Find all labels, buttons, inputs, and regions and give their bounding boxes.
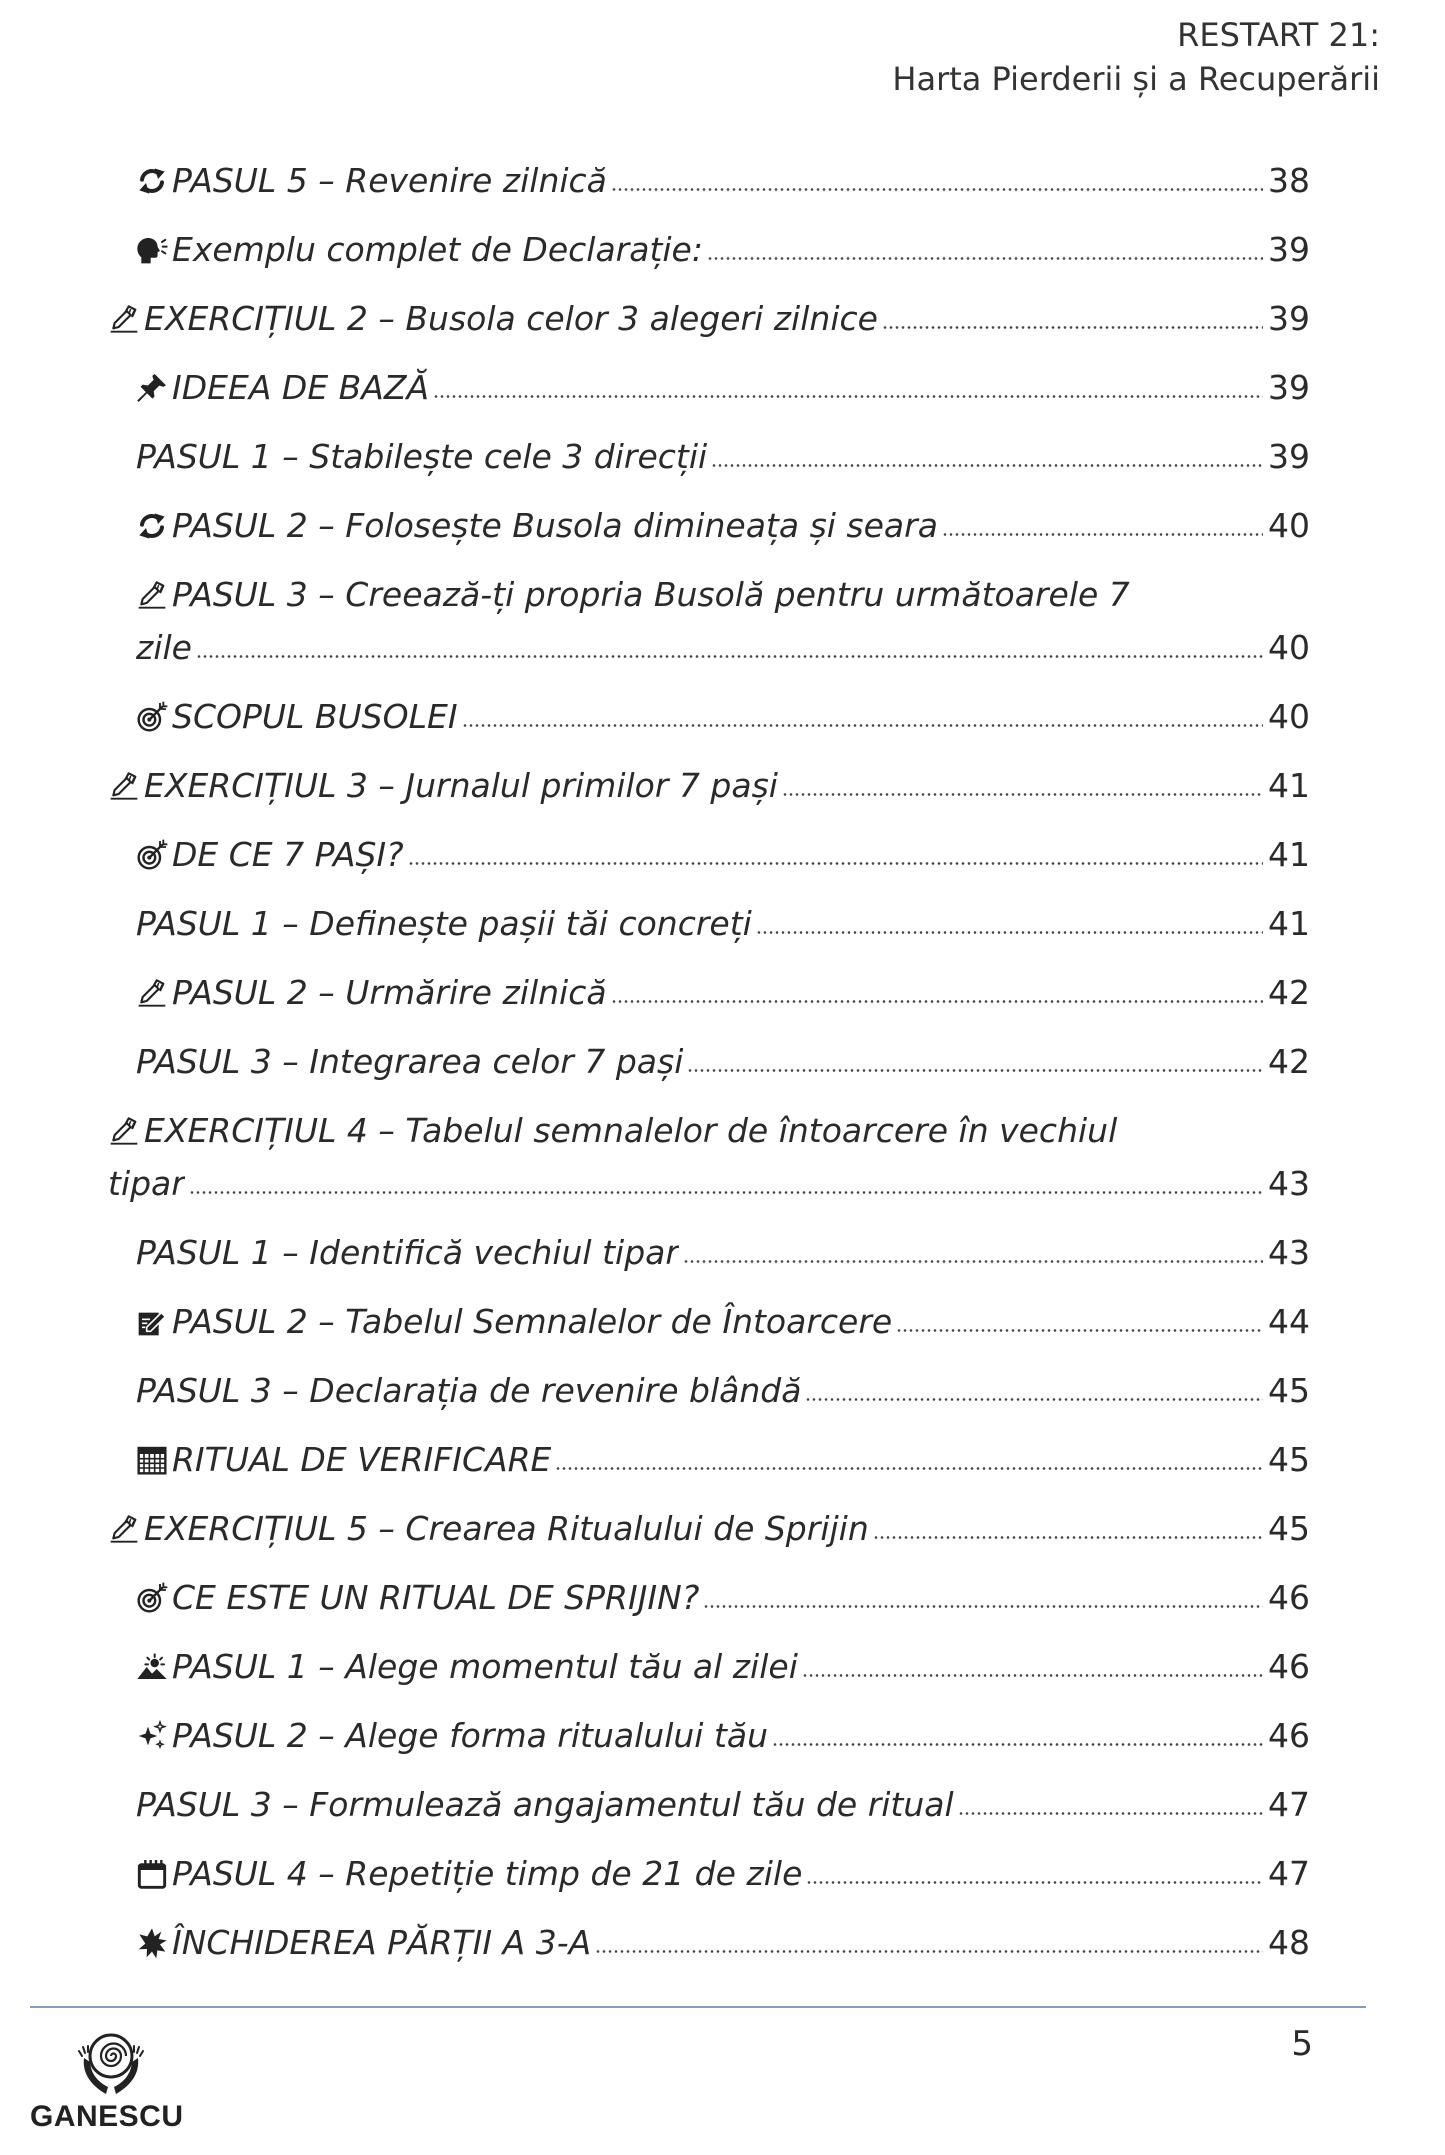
toc-entry-page-number: 40 [1268,697,1310,736]
toc-entry-page-number: 47 [1268,1785,1310,1824]
header-title-line2: Harta Pierderii și a Recuperării [892,60,1380,98]
toc-entry [108,751,1310,820]
toc-entry-title: PASUL 3 – Creează-ți propria Busolă pentru următoarele 7 [172,575,1130,614]
toc-entry-line [136,568,1310,621]
toc-entry [108,820,1310,889]
toc-entry [108,1356,1310,1425]
toc-entry-title: PASUL 1 – Definește pașii tăi concreți [136,904,752,943]
toc-entry-page-number: 46 [1268,1716,1310,1755]
running-header [892,13,1380,101]
dot-leader [555,1466,1263,1471]
toc-entry-line [136,897,1310,950]
toc-entry-page-number: 41 [1268,835,1310,874]
toc-entry-title: PASUL 1 – Stabilește cele 3 direcții [136,437,708,476]
toc-entry-page-number: 45 [1268,1440,1310,1479]
toc-entry-page-number: 46 [1268,1647,1310,1686]
dot-leader [806,1880,1263,1885]
toc-entry-line [108,292,1310,345]
dot-leader [782,792,1263,797]
toc-entry-title: PASUL 2 – Urmărire zilnică [172,973,607,1012]
toc-entry-line [108,759,1310,812]
writing-hand-icon [108,303,140,335]
toc-entry [108,682,1310,751]
toc-entry-line [136,499,1310,552]
toc-entry-page-number: 39 [1268,437,1310,476]
dot-leader [802,1673,1263,1678]
memo-icon [136,1306,168,1338]
toc-entry-line [136,1916,1310,1969]
toc-entry-page-number: 41 [1268,904,1310,943]
dot-leader [595,1949,1263,1954]
dot-leader [611,999,1263,1004]
toc-entry-line [108,1104,1310,1157]
toc-entry-line [108,1502,1310,1555]
collision-icon [136,1927,168,1959]
toc-entry-line [136,1035,1310,1088]
toc-entry-page-number: 38 [1268,161,1310,200]
dot-leader [462,723,1263,728]
toc-entry-title: PASUL 4 – Repetiție timp de 21 de zile [172,1854,803,1893]
toc-entry-page-number: 40 [1268,506,1310,545]
direct-hit-icon [136,839,168,871]
toc-entry-line [136,1433,1310,1486]
sunrise-mountains-icon [136,1651,168,1683]
writing-hand-icon [108,1115,140,1147]
dot-leader [896,1328,1263,1333]
toc-entry-page-number: 48 [1268,1923,1310,1962]
dot-leader [958,1811,1263,1816]
writing-hand-icon [136,977,168,1009]
toc-entry [108,889,1310,958]
toc-entry-line [136,430,1310,483]
toc-entry [108,1632,1310,1701]
toc-entry-line [136,966,1310,1019]
page-number: 5 [1291,2024,1313,2064]
toc-entry-line [136,1226,1310,1279]
toc-entry [108,284,1310,353]
direct-hit-icon [136,701,168,733]
dot-leader [433,394,1263,399]
toc-entry [108,958,1310,1027]
repeat-icon [136,165,168,197]
dot-leader [703,1604,1263,1609]
sparkles-icon [136,1720,168,1752]
toc-entry-title: DE CE 7 PAȘI? [172,835,404,874]
toc-entry-page-number: 39 [1268,368,1310,407]
header-title-line1: RESTART 21: [1177,16,1380,54]
toc-entry-line [136,1295,1310,1348]
toc-entry-line [136,1640,1310,1693]
toc-entry-line [108,1157,1310,1210]
toc-entry [108,1425,1310,1494]
toc-entry-page-number: 45 [1268,1509,1310,1548]
toc-entry [108,1770,1310,1839]
toc-entry-page-number: 43 [1268,1164,1310,1203]
toc-entry-page-number: 42 [1268,973,1310,1012]
writing-hand-icon [108,1513,140,1545]
toc-entry-title: CE ESTE UN RITUAL DE SPRIJIN? [172,1578,700,1617]
pushpin-icon [136,372,168,404]
footer-divider [30,2006,1366,2008]
direct-hit-icon [136,1582,168,1614]
dot-leader [408,861,1263,866]
toc-entry-line [136,1571,1310,1624]
toc-entry-line [136,621,1310,674]
dot-leader [756,930,1263,935]
dot-leader [711,463,1263,468]
toc-entry-title: zile [136,628,192,667]
brand-logo [30,2028,200,2138]
dot-leader [611,187,1263,192]
spiral-calendar-icon [136,1858,168,1890]
toc-entry-page-number: 39 [1268,230,1310,269]
toc-entry-title: EXERCIȚIUL 4 – Tabelul semnalelor de întoarcere în vechiul [144,1111,1118,1150]
toc-entry-page-number: 44 [1268,1302,1310,1341]
toc-entry [108,146,1310,215]
dot-leader [772,1742,1263,1747]
toc-entry-page-number: 45 [1268,1371,1310,1410]
toc-entry-line [136,690,1310,743]
toc-entry [108,1701,1310,1770]
toc-entry-page-number: 42 [1268,1042,1310,1081]
table-of-contents [108,146,1310,1977]
toc-entry-title: SCOPUL BUSOLEI [172,697,458,736]
repeat-icon [136,510,168,542]
toc-entry-title: RITUAL DE VERIFICARE [172,1440,552,1479]
toc-entry-title: EXERCIȚIUL 2 – Busola celor 3 alegeri zilnice [144,299,878,338]
toc-entry-page-number: 41 [1268,766,1310,805]
calendar-icon [136,1444,168,1476]
dot-leader [942,532,1263,537]
toc-entry-page-number: 47 [1268,1854,1310,1893]
toc-entry [108,215,1310,284]
toc-entry-title: PASUL 1 – Alege momentul tău al zilei [172,1647,798,1686]
toc-entry [108,1027,1310,1096]
toc-entry-line [136,223,1310,276]
toc-entry-page-number: 39 [1268,299,1310,338]
brand-name: GANESCU [30,2100,184,2133]
toc-entry-title: PASUL 1 – Identifică vechiul tipar [136,1233,679,1272]
toc-entry [108,491,1310,560]
toc-entry-line [136,1709,1310,1762]
dot-leader [683,1259,1263,1264]
toc-entry-title: PASUL 3 – Integrarea celor 7 pași [136,1042,684,1081]
toc-entry-title: PASUL 2 – Folosește Busola dimineața și seara [172,506,938,545]
toc-entry-title: PASUL 2 – Tabelul Semnalelor de Întoarcere [172,1302,893,1341]
toc-entry [108,353,1310,422]
toc-entry [108,422,1310,491]
toc-entry-line [136,1364,1310,1417]
toc-entry [108,1908,1310,1977]
toc-entry [108,1839,1310,1908]
dot-leader [687,1068,1263,1073]
toc-entry-title: EXERCIȚIUL 5 – Crearea Ritualului de Sprijin [144,1509,869,1548]
toc-entry-line [136,1847,1310,1900]
brand-emblem-icon [76,2028,146,2098]
toc-entry [108,1287,1310,1356]
toc-entry-line [136,1778,1310,1831]
toc-entry [108,1096,1310,1218]
toc-entry-title: ÎNCHIDEREA PĂRȚII A 3-A [172,1923,592,1962]
toc-entry [108,1218,1310,1287]
toc-entry-title: PASUL 2 – Alege forma ritualului tău [172,1716,769,1755]
speaking-head-icon [136,234,168,266]
toc-entry [108,560,1310,682]
toc-entry-line [136,361,1310,414]
dot-leader [196,654,1263,659]
dot-leader [707,256,1263,261]
toc-entry-title: tipar [108,1164,185,1203]
writing-hand-icon [108,770,140,802]
toc-entry-title: PASUL 3 – Declarația de revenire blândă [136,1371,802,1410]
toc-entry-title: IDEEA DE BAZĂ [172,368,430,407]
toc-entry-page-number: 46 [1268,1578,1310,1617]
toc-entry [108,1494,1310,1563]
toc-entry-page-number: 43 [1268,1233,1310,1272]
toc-entry-title: PASUL 5 – Revenire zilnică [172,161,607,200]
dot-leader [882,325,1263,330]
dot-leader [805,1397,1263,1402]
toc-entry [108,1563,1310,1632]
toc-entry-line [136,828,1310,881]
toc-entry-title: EXERCIȚIUL 3 – Jurnalul primilor 7 pași [144,766,778,805]
writing-hand-icon [136,579,168,611]
toc-entry-line [136,154,1310,207]
toc-entry-page-number: 40 [1268,628,1310,667]
toc-entry-title: Exemplu complet de Declarație: [172,230,703,269]
dot-leader [189,1190,1263,1195]
toc-entry-title: PASUL 3 – Formulează angajamentul tău de ritual [136,1785,954,1824]
dot-leader [873,1535,1263,1540]
